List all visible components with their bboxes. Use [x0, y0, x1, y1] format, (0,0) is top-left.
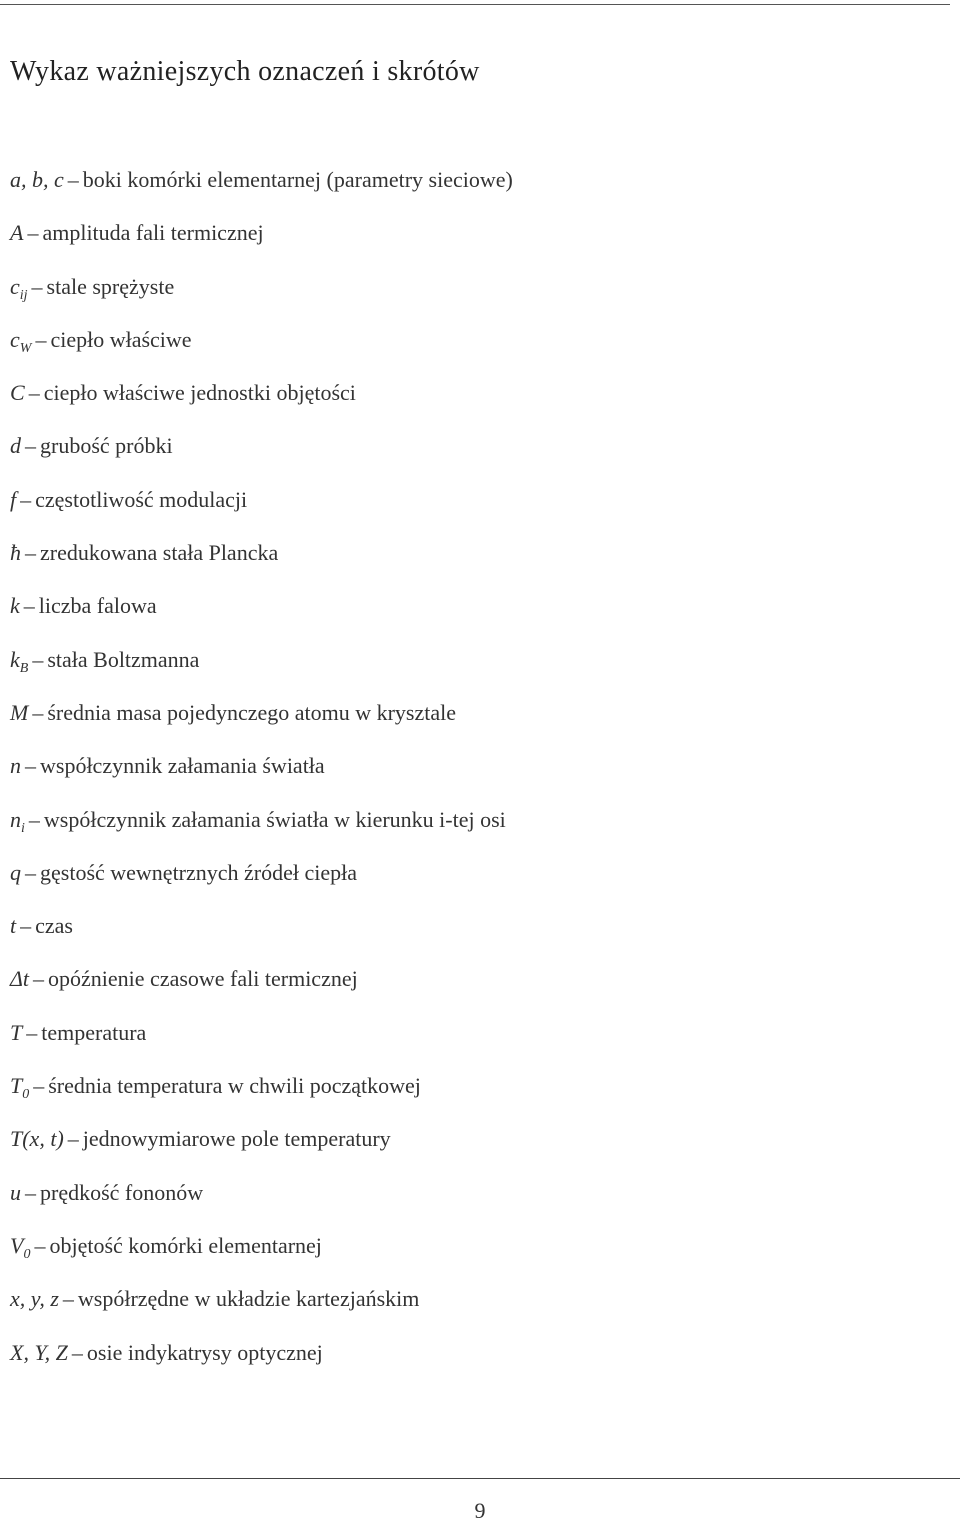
symbol — [10, 1180, 21, 1205]
symbol-entry — [10, 746, 930, 799]
symbol-description: objętość komórki elementarnej — [49, 1232, 322, 1258]
page-title: Wykaz ważniejszych oznaczeń i skrótów — [10, 56, 480, 87]
symbol-description: boki komórki elementarnej (parametry sieciowe) — [82, 167, 513, 192]
dash-separator: – — [28, 380, 40, 406]
symbol-base: c — [10, 273, 20, 299]
dash-separator: – — [26, 1019, 38, 1045]
footer-rule — [0, 1478, 960, 1479]
dash-separator: – — [27, 220, 39, 246]
symbol-base: d — [10, 433, 21, 459]
symbol — [10, 966, 29, 991]
page-number: 9 — [474, 1498, 486, 1523]
dash-separator: – — [20, 913, 32, 939]
dash-separator: – — [28, 806, 40, 832]
symbol-description: opóźnienie czasowe fali termicznej — [48, 966, 358, 992]
symbol — [10, 273, 28, 303]
symbol-entry — [10, 1066, 930, 1119]
symbol-base: T(x, t) — [10, 1126, 64, 1152]
symbol-base: k — [10, 646, 20, 672]
symbol-entry — [10, 1226, 930, 1279]
dash-separator: – — [32, 699, 44, 725]
symbol — [10, 646, 29, 676]
symbol-entry — [10, 373, 930, 426]
symbol-subscript: 0 — [22, 1087, 30, 1103]
symbol-base: c — [10, 326, 20, 352]
symbol-description: współrzędne w układzie kartezjańskim — [77, 1286, 420, 1312]
symbol-entry — [10, 1333, 930, 1386]
symbol — [10, 700, 28, 725]
symbol-list — [10, 160, 930, 1386]
symbol — [10, 593, 20, 618]
dash-separator: – — [33, 1073, 45, 1099]
symbol-base: k — [10, 593, 20, 619]
symbol-base: a, b, c — [10, 167, 64, 192]
dash-separator: – — [25, 540, 36, 566]
symbol-entry — [10, 1279, 930, 1332]
symbol-entry — [10, 426, 930, 479]
symbol-description: grubość próbki — [40, 433, 173, 459]
top-rule — [0, 4, 950, 5]
symbol-base: x, y, z — [10, 1286, 59, 1312]
symbol-description: czas — [35, 913, 73, 939]
dash-separator: – — [25, 753, 36, 779]
symbol — [10, 1340, 68, 1365]
symbol-base: T — [10, 1019, 23, 1045]
symbol-entry — [10, 320, 930, 373]
symbol — [10, 913, 16, 938]
symbol — [10, 1286, 59, 1311]
symbol-base: q — [10, 859, 21, 885]
symbol — [10, 806, 25, 836]
symbol-description: stała Boltzmanna — [47, 646, 200, 672]
symbol — [10, 1126, 64, 1151]
symbol-entry — [10, 906, 930, 959]
symbol-subscript: ij — [19, 287, 28, 303]
symbol — [10, 540, 21, 565]
symbol-description: temperatura — [41, 1019, 147, 1045]
symbol-description: średnia masa pojedynczego atomu w krysztale — [47, 699, 457, 725]
dash-separator: – — [71, 1339, 83, 1365]
symbol-base: Δt — [10, 966, 30, 992]
dash-separator: – — [67, 167, 79, 192]
symbol-entry — [10, 800, 930, 853]
dash-separator: – — [25, 859, 36, 885]
dash-separator: – — [35, 326, 47, 352]
symbol-description: stale sprężyste — [46, 273, 175, 299]
symbol — [10, 167, 64, 192]
symbol-description: liczba falowa — [38, 593, 157, 619]
dash-separator: – — [25, 1179, 36, 1205]
symbol-entry — [10, 959, 930, 1012]
symbol-subscript: W — [19, 340, 32, 356]
symbol-base: n — [10, 806, 21, 832]
symbol-subscript: 0 — [23, 1246, 31, 1262]
symbol-base: C — [10, 380, 25, 406]
symbol-description: współczynnik załamania światła — [40, 753, 325, 779]
symbol — [10, 1020, 22, 1045]
symbol — [10, 380, 25, 405]
dash-separator: – — [62, 1286, 74, 1312]
symbol-entry — [10, 586, 930, 639]
symbol — [10, 220, 23, 245]
symbol — [10, 326, 32, 356]
symbol-base: M — [10, 699, 29, 725]
symbol-description: amplituda fali termicznej — [42, 220, 264, 246]
symbol — [10, 753, 21, 778]
symbol — [10, 1073, 30, 1103]
symbol-entry — [10, 1173, 930, 1226]
dash-separator: – — [23, 593, 35, 619]
symbol-description: prędkość fononów — [40, 1179, 204, 1205]
symbol-description: współczynnik załamania światła w kierunku i-tej osi — [43, 806, 506, 832]
symbol-base: T — [10, 1073, 23, 1099]
dash-separator: – — [34, 1232, 46, 1258]
dash-separator: – — [20, 486, 32, 512]
symbol-base: u — [10, 1179, 21, 1205]
dash-separator: – — [32, 646, 44, 672]
symbol — [10, 487, 16, 512]
symbol-base: V — [10, 1232, 24, 1258]
symbol-entry — [10, 533, 930, 586]
symbol-description: średnia temperatura w chwili początkowej — [48, 1073, 421, 1099]
symbol-description: osie indykatrysy optycznej — [86, 1339, 323, 1365]
symbol-description: zredukowana stała Plancka — [40, 540, 279, 566]
dash-separator: – — [31, 273, 43, 299]
dash-separator: – — [67, 1126, 79, 1152]
symbol-base: ħ — [10, 540, 21, 566]
symbol-base: X, Y, Z — [10, 1339, 68, 1365]
symbol-subscript: B — [19, 660, 29, 676]
symbol-entry — [10, 480, 930, 533]
symbol — [10, 433, 21, 458]
symbol-description: częstotliwość modulacji — [35, 486, 248, 512]
symbol-description: ciepło właściwe — [50, 326, 192, 352]
symbol-entry — [10, 267, 930, 320]
dash-separator: – — [33, 966, 45, 992]
symbol-entry — [10, 1119, 930, 1172]
symbol-subscript: i — [21, 820, 25, 836]
symbol-entry — [10, 160, 930, 213]
symbol-description: ciepło właściwe jednostki objętości — [43, 380, 356, 406]
symbol-entry — [10, 1013, 930, 1066]
symbol-entry — [10, 213, 930, 266]
symbol-description: gęstość wewnętrznych źródeł ciepła — [40, 859, 358, 885]
symbol-base: A — [10, 220, 24, 246]
symbol-entry — [10, 693, 930, 746]
symbol — [10, 860, 21, 885]
symbol-base: t — [10, 913, 17, 939]
symbol-base: n — [10, 753, 21, 779]
symbol-description: jednowymiarowe pole temperatury — [82, 1126, 391, 1152]
symbol-entry — [10, 640, 930, 693]
dash-separator: – — [25, 433, 36, 459]
symbol — [10, 1232, 31, 1262]
symbol-entry — [10, 853, 930, 906]
symbol-base: f — [10, 486, 17, 512]
